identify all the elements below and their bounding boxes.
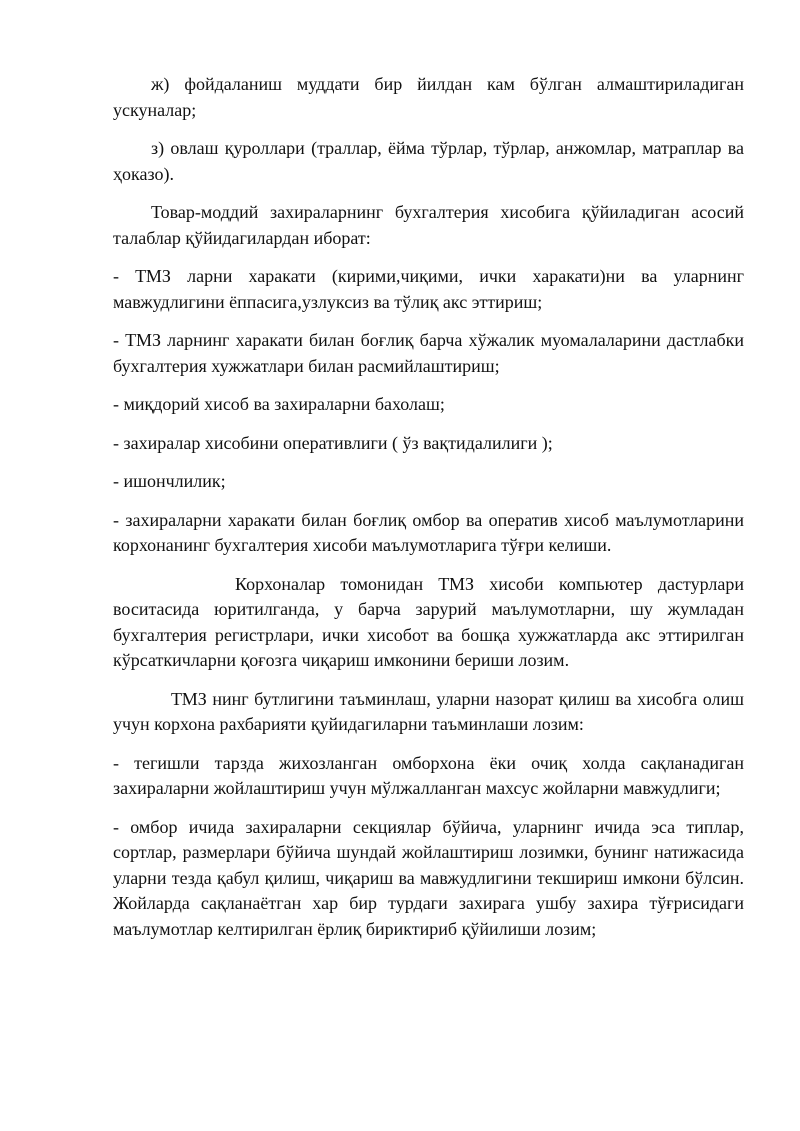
list-item-requirement-5: - ишончлилик;	[113, 471, 226, 491]
list-item-requirement-3: - миқдорий хисоб ва захираларни бахолаш;	[113, 394, 445, 414]
paragraph-item-z: з) овлаш қуроллари (траллар, ёйма тўрлар, тўрлар, анжомлар, матраплар ва ҳоказо).	[113, 138, 744, 184]
paragraph-computer-accounting: Корхоналар томонидан ТМЗ хисоби компьютер дастурлари воситасида юритилганда, у барча зарурий маълумотларни, шу жумладан бухгалтерия регистрлари, ички хисобот ва бошқа хужжатларда акс эттирилган кўрсаткичларни қоғозга чиқариш имконини бериши лозим.	[113, 573, 744, 670]
list-item-requirement-4: - захиралар хисобини оперативлиги ( ўз вақтидалилиги );	[113, 432, 553, 453]
list-item-requirement-1: - ТМЗ ларни харакати (кирими,чиқими, ички харакати)ни ва уларнинг мавжудлигини ёппасига,узлуксиз ва тўлиқ акс эттириш;	[113, 266, 744, 312]
paragraph-management-duties: ТМЗ нинг бутлигини таъминлаш, уларни назорат қилиш ва хисобга олиш учун корхона рахбарияти қуйидагиларни таъминлаши лозим:	[113, 688, 744, 734]
list-item-requirement-2: - ТМЗ ларнинг харакати билан боғлиқ барча хўжалик муомалаларини дастлабки бухгалтерия хужжатлари билан расмийлаштириш;	[113, 330, 744, 376]
list-item-requirement-6: - захираларни харакати билан боғлиқ омбор ва оператив хисоб маълумотларини корхонанинг бухгалтерия хисоби маълумотларига тўғри келиши.	[113, 509, 744, 555]
list-item-duty-2: - омбор ичида захираларни секциялар бўйича, уларнинг ичида эса типлар, сортлар, размерлари бўйича шундай жойлаштириш лозимки, бунинг натижасида уларни тезда қабул қилиш, чиқариш ва мавжудлигини текшириш имкони бўлсин. Жойларда сақланаётган хар бир турдаги захирага ушбу захира тўғрисидаги маълумотлар келтирилган ёрлиқ бириктириб қўйилиши лозим;	[113, 816, 744, 939]
list-item-duty-1: - тегишли тарзда жихозланган омборхона ёки очиқ холда сақланадиган захираларни жойлаштириш учун мўлжалланган махсус жойларни мавжудлиги;	[113, 752, 744, 798]
paragraph-requirements-intro: Товар-моддий захираларнинг бухгалтерия хисобига қўйиладиган асосий талаблар қўйидагилардан иборат:	[113, 202, 744, 248]
paragraph-item-zh: ж) фойдаланиш муддати бир йилдан кам бўлган алмаштириладиган ускуналар;	[113, 74, 744, 120]
